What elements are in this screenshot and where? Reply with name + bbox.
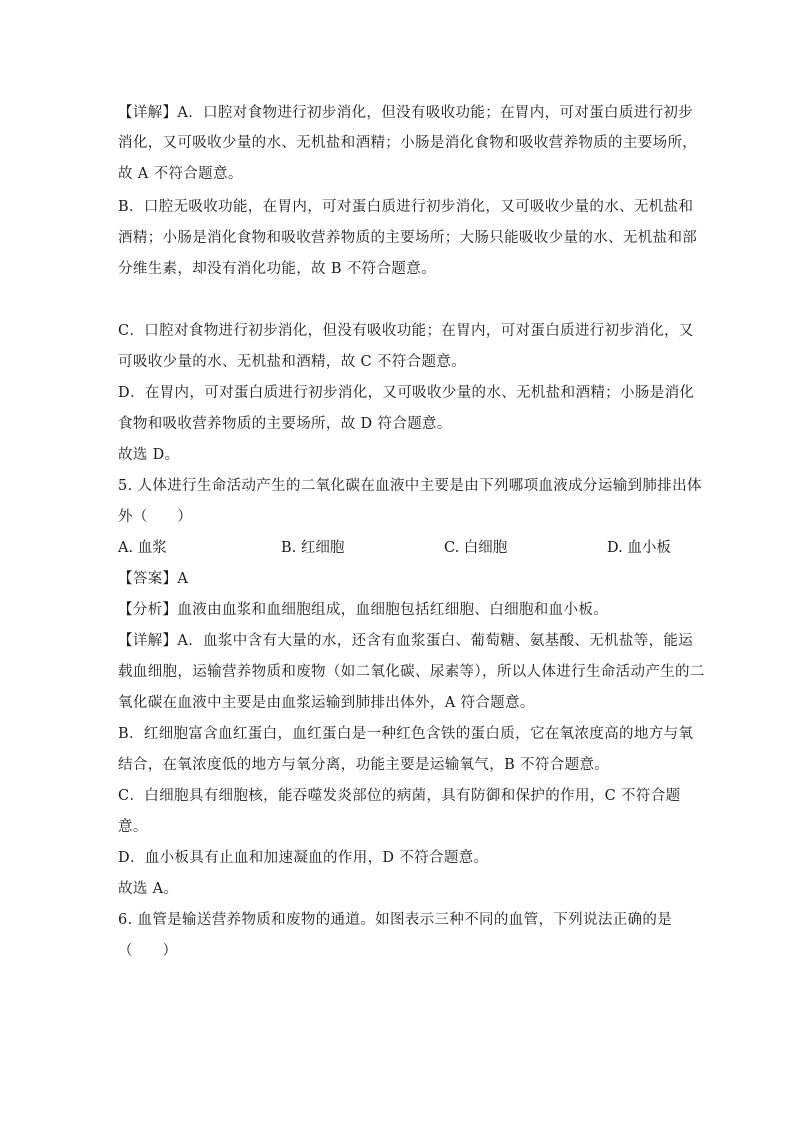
q4-detail-line: 酒精；小肠是消化食物和吸收营养物质的主要场所；大肠只能吸收少量的水、无机盐和部 — [118, 230, 698, 246]
q4-conclusion: 故选 D。 — [118, 447, 180, 463]
q5-answer: 【答案】A — [118, 571, 189, 587]
q5-detail-line: 氧化碳在血液中主要是由血浆运输到肺排出体外，A 符合题意。 — [118, 695, 535, 711]
q5-conclusion: 故选 A。 — [118, 881, 179, 897]
q6-stem-line: （ ） — [118, 943, 178, 959]
q6-stem-line: 6. 血管是输送营养物质和废物的通道。如图表示三种不同的血管，下列说法正确的是 — [118, 912, 673, 928]
q5-option-a: A. 血浆 — [118, 540, 167, 556]
q4-detail-line: B．口腔无吸收功能，在胃内，可对蛋白质进行初步消化，又可吸收少量的水、无机盐和 — [118, 199, 694, 215]
q5-detail-line: 【详解】A．血浆中含有大量的水，还含有血浆蛋白、葡萄糖、氨基酸、无机盐等，能运 — [118, 633, 694, 649]
q5-detail-line: 载血细胞，运输营养物质和废物（如二氧化碳、尿素等），所以人体进行生命活动产生的二 — [118, 664, 705, 680]
q4-detail-line: C．口腔对食物进行初步消化，但没有吸收功能；在胃内，可对蛋白质进行初步消化，又 — [118, 323, 694, 339]
q5-detail-line: B．红细胞富含血红蛋白，血红蛋白是一种红色含铁的蛋白质，它在氧浓度高的地方与氧 — [118, 726, 694, 742]
q5-detail-line: C．白细胞具有细胞核，能吞噬发炎部位的病菌，具有防御和保护的作用，C 不符合题 — [118, 788, 681, 804]
q5-stem-line: 外（ ） — [118, 509, 193, 525]
q4-detail-line: 可吸收少量的水、无机盐和酒精，故 C 不符合题意。 — [118, 354, 467, 370]
q5-option-c: C. 白细胞 — [444, 540, 508, 556]
q4-detail-line: 故 A 不符合题意。 — [118, 166, 243, 182]
q5-option-b: B. 红细胞 — [281, 540, 345, 556]
q4-detail-line: D．在胃内，可对蛋白质进行初步消化，又可吸收少量的水、无机盐和酒精；小肠是消化 — [118, 385, 695, 401]
q4-detail-line: 食物和吸收营养物质的主要场所，故 D 符合题意。 — [118, 416, 452, 432]
q5-detail-line: D．血小板具有止血和加速凝血的作用，D 不符合题意。 — [118, 850, 489, 866]
q4-detail-line: 分维生素，却没有消化功能，故 B 不符合题意。 — [118, 261, 436, 277]
q4-detail-line: 【详解】A．口腔对食物进行初步消化，但没有吸收功能；在胃内，可对蛋白质进行初步 — [118, 105, 694, 121]
q5-detail-line: 结合，在氧浓度低的地方与氧分离，功能主要是运输氧气，B 不符合题意。 — [118, 757, 610, 773]
q5-stem-line: 5. 人体进行生命活动产生的二氧化碳在血液中主要是由下列哪项血液成分运输到肺排出体 — [118, 478, 702, 494]
q5-detail-line: 意。 — [118, 819, 148, 835]
q4-detail-line: 消化，又可吸收少量的水、无机盐和酒精；小肠是消化食物和吸收营养物质的主要场所， — [118, 135, 698, 151]
q5-option-d: D. 血小板 — [607, 540, 671, 556]
q5-analysis: 【分析】血液由血浆和血细胞组成，血细胞包括红细胞、白细胞和血小板。 — [118, 602, 609, 618]
